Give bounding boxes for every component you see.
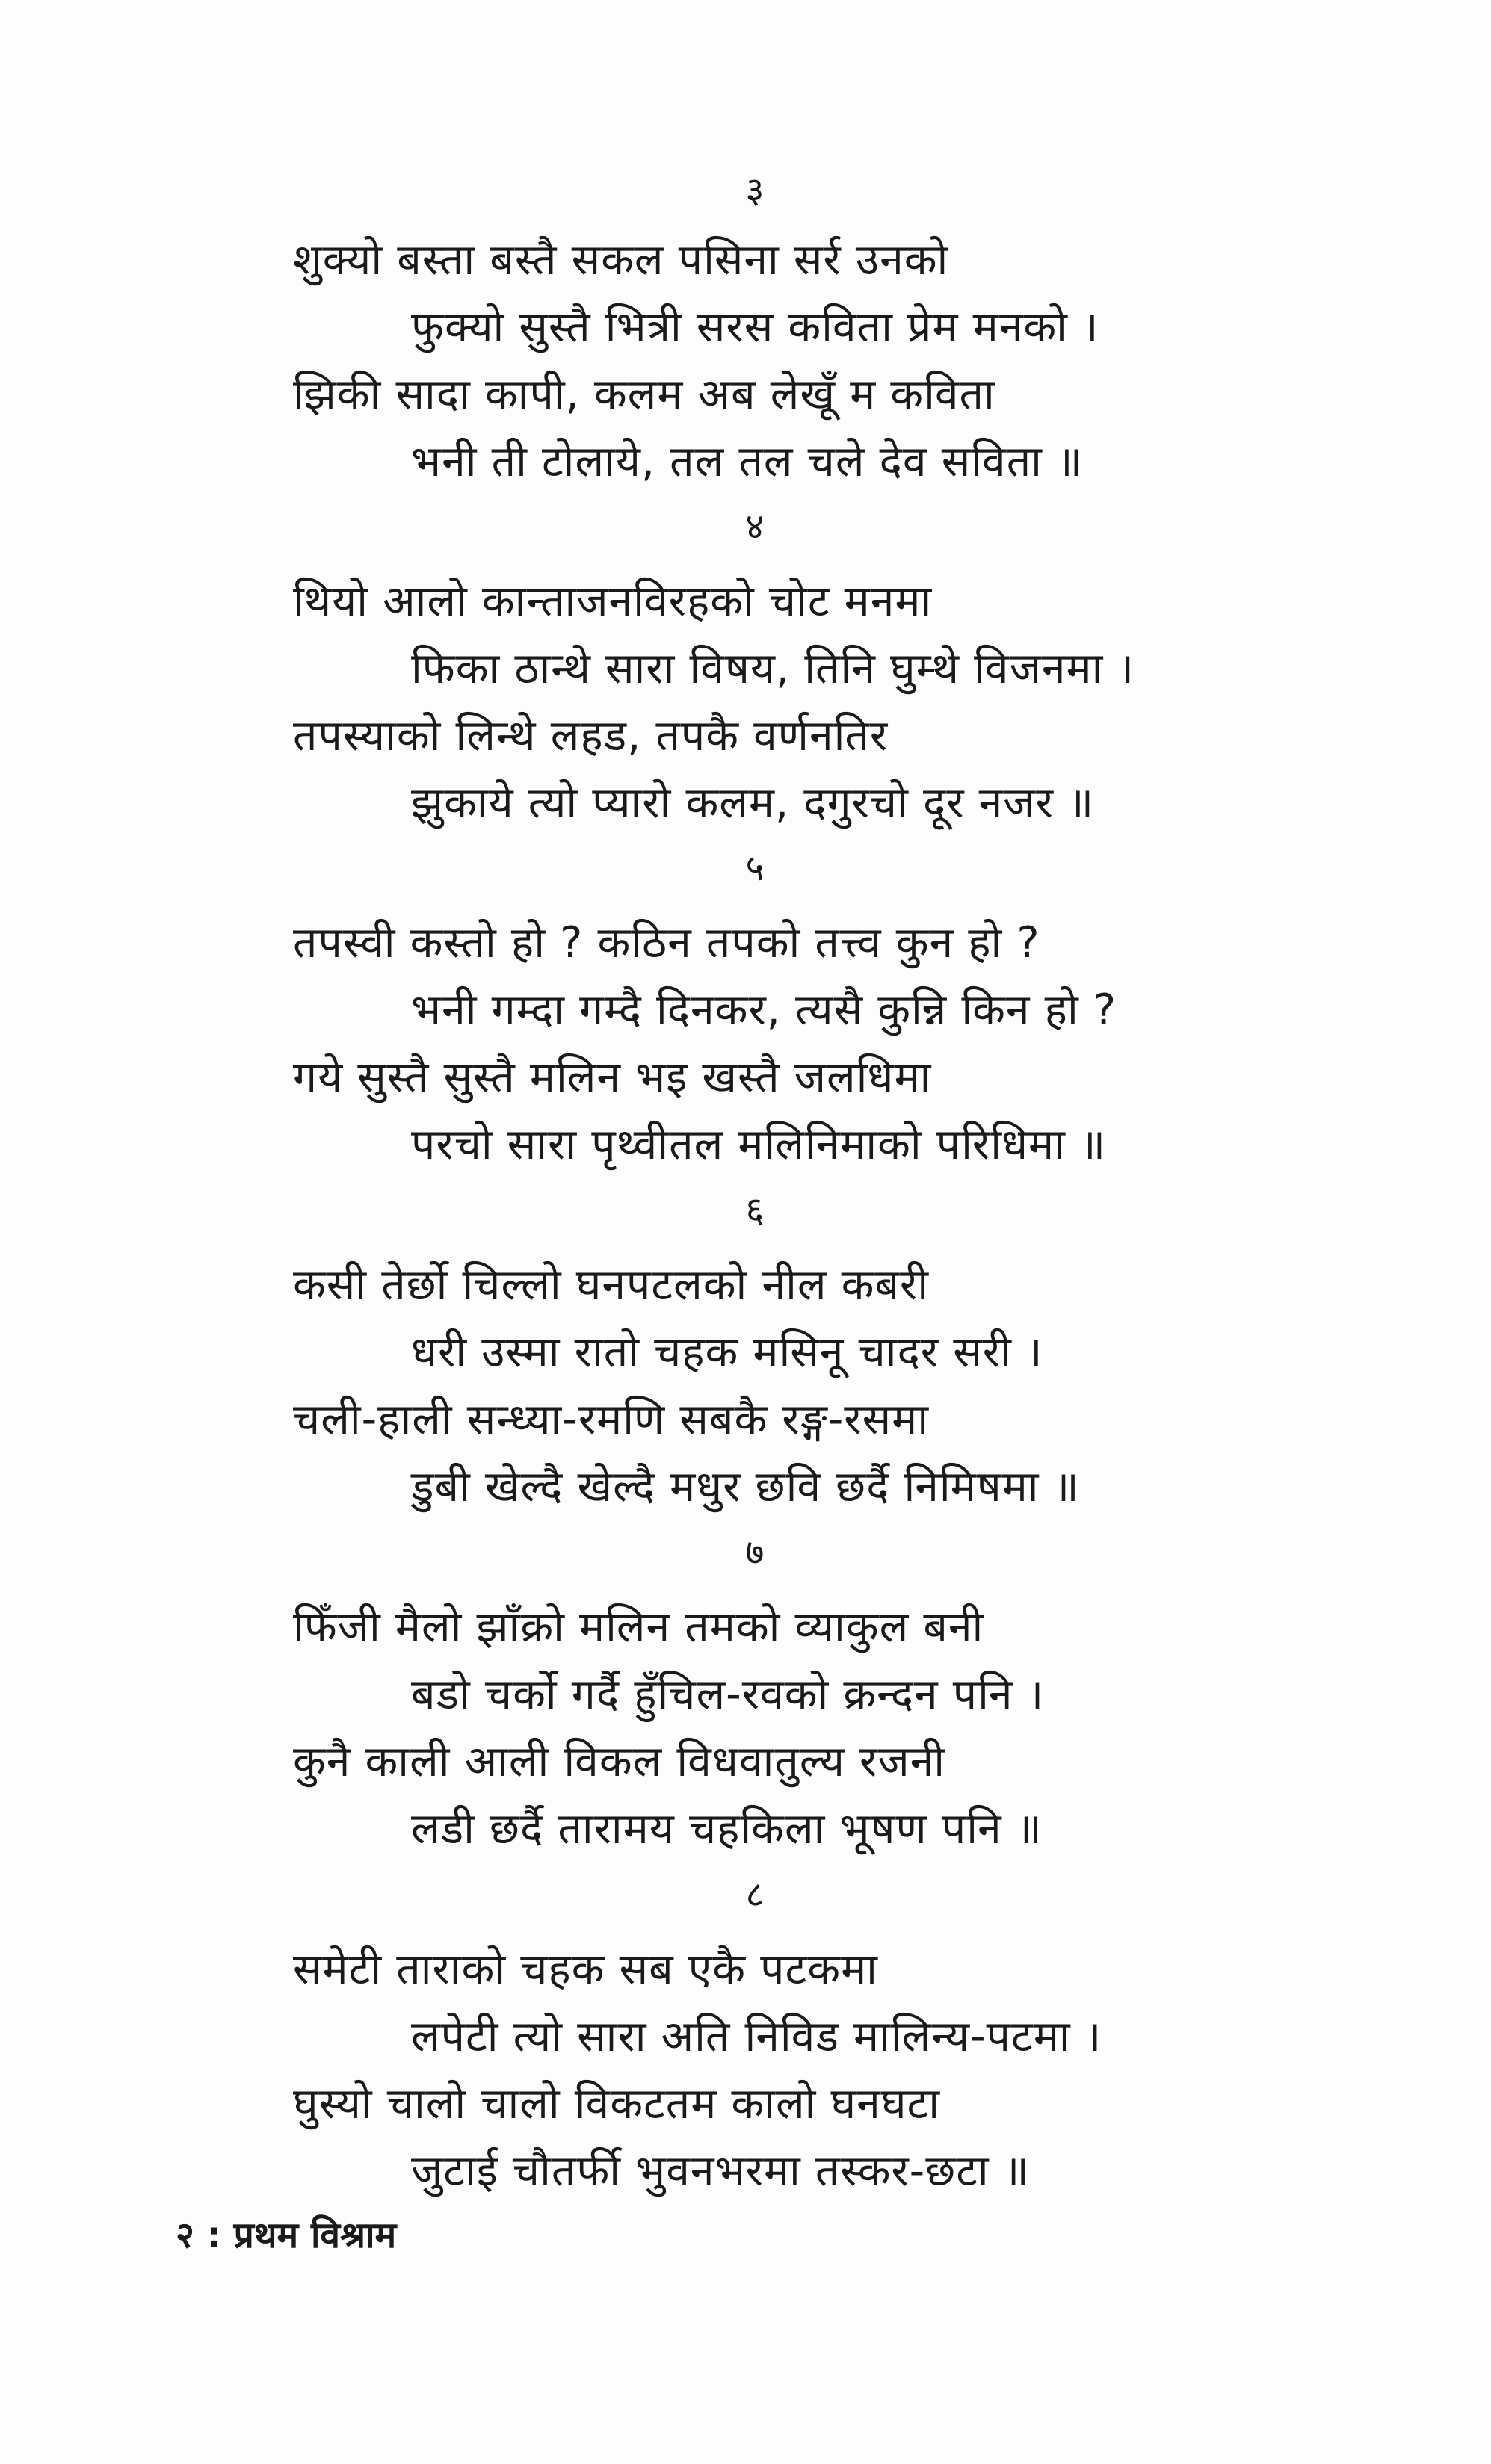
verse-line: भनी ती टोलाये, तल तल चले देव सविता ॥ (411, 437, 1084, 486)
verse-line: झिकी सादा कापी, कलम अब लेखूँ म कविता (293, 370, 995, 419)
verse-line: जुटाई चौतर्फी भुवनभरमा तस्कर-छटा ॥ (411, 2146, 1030, 2196)
verse-line: चली-हाली सन्ध्या-रमणि सबकै रङ्ग-रसमा (293, 1395, 929, 1444)
verse-line: फिका ठान्थे सारा विषय, तिनि घुम्थे विजनमा । (411, 644, 1135, 693)
verse-line: फिँजी मैलो झाँक्रो मलिन तमको व्याकुल बनी (293, 1603, 984, 1652)
stanza-number: ३ (745, 170, 765, 211)
verse-line: घुस्यो चालो चालो विकटतम कालो घनघटा (293, 2079, 940, 2129)
verse-line: समेटी ताराको चहक सब एकै पटकमा (293, 1945, 878, 1994)
verse-line: थियो आलो कान्ताजनविरहको चोट मनमा (293, 577, 933, 626)
verse-line: कसी तेर्छो चिल्लो घनपटलको नील कबरी (293, 1260, 930, 1310)
verse-line: लडी छर्दै तारामय चहकिला भूषण पनि ॥ (411, 1804, 1043, 1854)
verse-line: तपस्वी कस्तो हो ? कठिन तपको तत्त्व कुन हो ? (293, 918, 1040, 968)
verse-line: फुक्यो सुस्तै भित्री सरस कविता प्रेम मनको । (411, 303, 1099, 352)
verse-line: परचो सारा पृथ्वीतल मलिनिमाको परिधिमा ॥ (411, 1120, 1107, 1169)
page-footer: २ : प्रथम विश्राम (176, 2214, 397, 2256)
verse-line: झुकाये त्यो प्यारो कलम, दगुरचो दूर नजर ॥ (411, 778, 1095, 828)
verse-line: कुनै काली आली विकल विधवातुल्य रजनी (293, 1737, 946, 1786)
verse-line: गये सुस्तै सुस्तै मलिन भइ खस्तै जलधिमा (293, 1053, 932, 1102)
verse-line: भनी गम्दा गम्दै दिनकर, त्यसै कुन्नि किन हो ? (411, 985, 1117, 1035)
verse-line: बडो चर्को गर्दै हुँचिल-रवको क्रन्दन पनि । (411, 1670, 1045, 1719)
verse-line: डुबी खेल्दै खेल्दै मधुर छवि छर्दै निमिषमा ॥ (411, 1462, 1080, 1511)
stanza-number: ४ (745, 506, 765, 548)
stanza-number: ८ (745, 1874, 765, 1916)
verse-line: धरी उस्मा रातो चहक मसिनू चादर सरी । (411, 1328, 1043, 1377)
stanza-number: ५ (745, 847, 765, 889)
stanza-number: ७ (745, 1532, 765, 1573)
verse-line: शुक्यो बस्ता बस्तै सकल पसिना सर्र उनको (293, 235, 949, 285)
verse-line: तपस्याको लिन्थे लहड, तपकै वर्णनतिर (293, 711, 889, 761)
verse-line: लपेटी त्यो सारा अति निविड मालिन्य-पटमा । (411, 2012, 1102, 2061)
stanza-number: ६ (745, 1189, 765, 1231)
